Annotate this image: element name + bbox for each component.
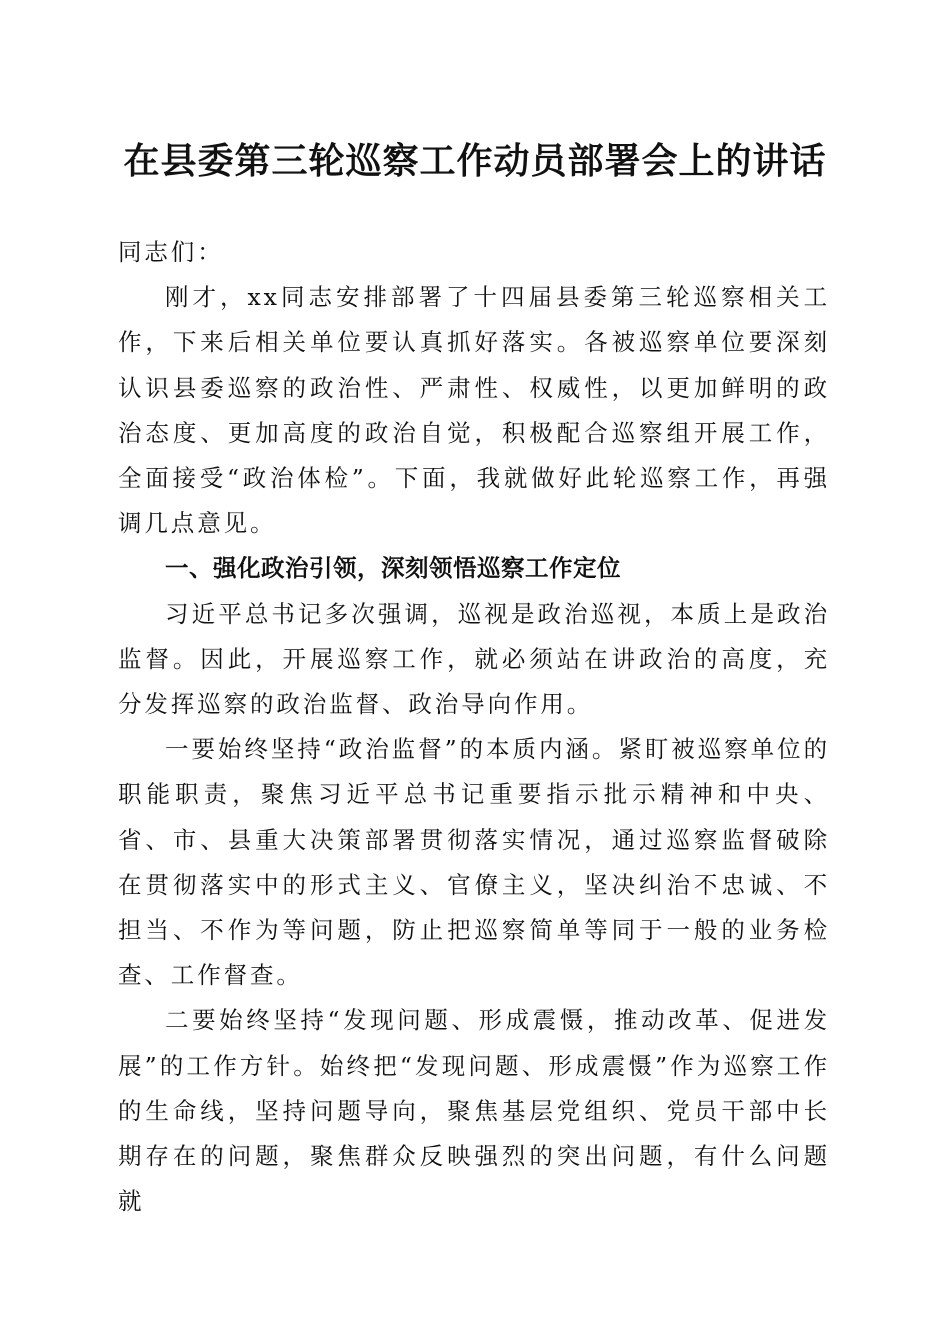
paragraph-intro: 刚才，xx同志安排部署了十四届县委第三轮巡察相关工作，下来后相关单位要认真抓好落实。各被巡察单位要深刻认识县委巡察的政治性、严肃性、权威性，以更加鲜明的政治态度、更加高度的政治自觉，积极配合巡察组开展工作，全面接受“政治体检”。下面，我就做好此轮巡察工作，再强调几点意见。 (118, 283, 830, 538)
paragraph-section1-intro: 习近平总书记多次强调，巡视是政治巡视，本质上是政治监督。因此，开展巡察工作，就必须站在讲政治的高度，充分发挥巡察的政治监督、政治导向作用。 (118, 599, 830, 719)
paragraph-point-1: 一要始终坚持“政治监督”的本质内涵。紧盯被巡察单位的职能职责，聚焦习近平总书记重要指示批示精神和中央、省、市、县重大决策部署贯彻落实情况，通过巡察监督破除在贯彻落实中的形式主义、官僚主义，坚决纠治不忠诚、不担当、不作为等问题，防止把巡察简单等同于一般的业务检查、工作督查。 (118, 735, 830, 990)
document-title: 在县委第三轮巡察工作动员部署会上的讲话 (123, 141, 827, 182)
salutation: 同志们： (118, 238, 224, 266)
paragraph-point-2: 二要始终坚持“发现问题、形成震慑，推动改革、促进发展”的工作方针。始终把“发现问题、形成震慑”作为巡察工作的生命线，坚持问题导向，聚焦基层党组织、党员干部中长期存在的问题，聚焦群众反映强烈的突出问题，有什么问题就 (118, 1006, 830, 1216)
section-heading-1: 一、强化政治引领，深刻领悟巡察工作定位 (165, 554, 621, 583)
document-body (118, 230, 830, 1224)
